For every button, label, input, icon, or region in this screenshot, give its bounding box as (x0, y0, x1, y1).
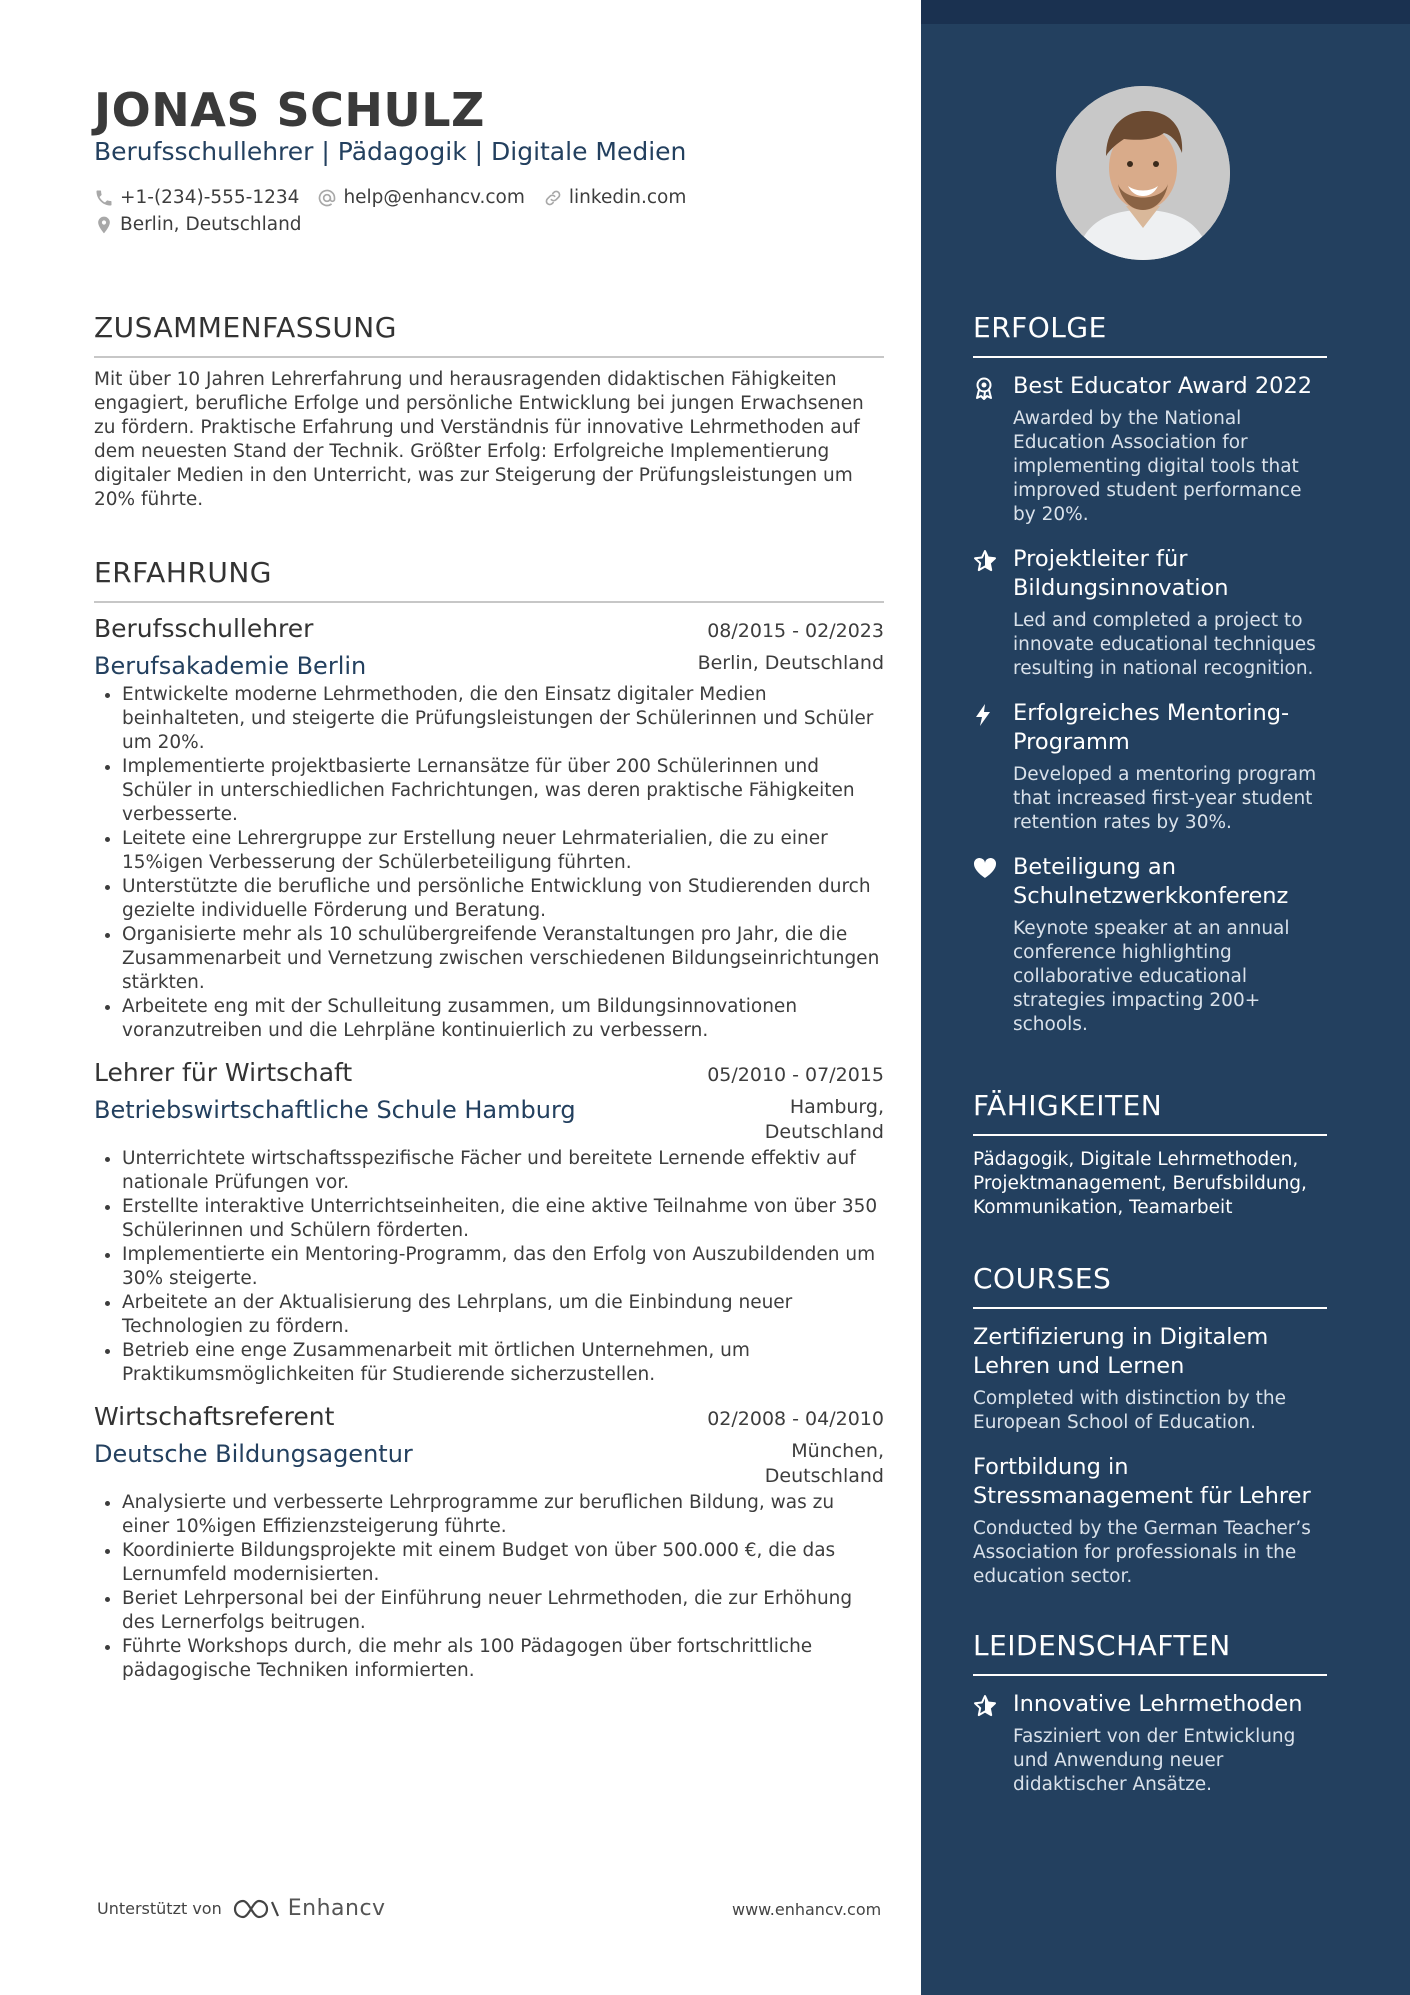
phone-contact[interactable] (94, 184, 299, 211)
list-item: • Organisierte mehr als 10 schulübergreifende Veranstaltungen pro Jahr, die die Zusammenarbeit und Vernetzung zwischen verschiedenen Bildungseinrichtungen stärkten. (122, 923, 884, 995)
linkedin-url: linkedin.com (568, 187, 687, 208)
list-item: • Betrieb eine enge Zusammenarbeit mit örtlichen Unternehmen, um Praktikumsmöglichkeiten für Studierende sicherzustellen. (122, 1339, 884, 1387)
list-item: • Beriet Lehrpersonal bei der Einführung neuer Lehrmethoden, die zur Erhöhung des Lernerfolgs beitrugen. (122, 1587, 884, 1635)
list-item: • Entwickelte moderne Lehrmethoden, die den Einsatz digitaler Medien beinhalteten, und steigerte die Prüfungsleistungen der Schülerinnen und Schüler um 20%. (122, 683, 884, 755)
achievement-desc: Developed a mentoring program that increased first-year student retention rates by 30%. (1013, 764, 1317, 833)
sidebar (921, 0, 1410, 1995)
footer-website[interactable]: www.enhancv.com (732, 1900, 882, 1919)
achievement-title: Projektleiter für Bildungsinnovation (1013, 546, 1229, 601)
achievement-item (973, 545, 1327, 681)
list-item: • Arbeitete an der Aktualisierung des Lehrplans, um die Einbindung neuer Technologien zu fördern. (122, 1291, 884, 1339)
footer-branding[interactable] (97, 1896, 386, 1921)
star-icon (973, 549, 997, 573)
job-location-city: München, (791, 1440, 884, 1462)
at-icon (317, 188, 337, 208)
headline: Berufsschullehrer | Pädagogik | Digitale Medien (94, 137, 687, 166)
courses-title: COURSES (973, 1261, 1327, 1309)
job-company: Betriebswirtschaftliche Schule Hamburg (94, 1096, 576, 1124)
course-item (973, 1453, 1327, 1589)
powered-by-label: Unterstützt von (97, 1899, 222, 1918)
job-entry (94, 1057, 884, 1387)
passion-desc: Fasziniert von der Entwicklung und Anwendung neuer didaktischer Ansätze. (1013, 1726, 1296, 1795)
passion-title: Innovative Lehrmethoden (1013, 1691, 1303, 1717)
summary-section (94, 310, 884, 512)
job-bullets (94, 1147, 884, 1387)
achievement-desc: Awarded by the National Education Association for implementing digital tools that improved student performance by 20%. (1013, 408, 1302, 525)
avatar-portrait (1056, 86, 1230, 260)
skills-list: Pädagogik, Digitale Lehrmethoden, Projektmanagement, Berufsbildung, Kommunikation, Teamarbeit (973, 1149, 1307, 1218)
list-item: • Koordinierte Bildungsprojekte mit einem Budget von über 500.000 €, die das Lernumfeld modernisierten. (122, 1539, 884, 1587)
job-date: 05/2010 - 07/2015 (707, 1064, 884, 1086)
job-company: Berufsakademie Berlin (94, 652, 367, 680)
location-text: Berlin, Deutschland (120, 214, 302, 235)
job-title: Berufsschullehrer (94, 614, 314, 643)
linkedin-contact[interactable] (543, 184, 686, 211)
summary-title: ZUSAMMENFASSUNG (94, 310, 884, 358)
avatar (1056, 86, 1230, 260)
skills-section (973, 1088, 1327, 1220)
achievements-section (973, 310, 1327, 1037)
candidate-name: JONAS SCHULZ (94, 83, 485, 137)
link-icon (543, 188, 563, 208)
brand-name: Enhancv (287, 1896, 386, 1921)
list-item: • Erstellte interaktive Unterrichtseinheiten, die eine aktive Teilnahme von über 350 Schülerinnen und Schülern förderten. (122, 1195, 884, 1243)
list-item: • Leitete eine Lehrergruppe zur Erstellung neuer Lehrmaterialien, die zu einer 15%igen Verbesserung der Schülerbeteiligung führten. (122, 827, 884, 875)
passions-title: LEIDENSCHAFTEN (973, 1628, 1327, 1676)
achievement-title: Erfolgreiches Mentoring-Programm (1013, 700, 1290, 755)
heart-icon (973, 857, 997, 879)
list-item: • Arbeitete eng mit der Schulleitung zusammen, um Bildungsinnovationen voranzutreiben und die Lehrpläne kontinuierlich zu verbessern. (122, 995, 884, 1043)
job-location (765, 1095, 884, 1145)
list-item: • Implementierte ein Mentoring-Programm, das den Erfolg von Auszubildenden um 30% steigerte. (122, 1243, 884, 1291)
job-date: 08/2015 - 02/2023 (707, 620, 884, 642)
enhancv-logo-icon (232, 1897, 282, 1921)
location-pin-icon (94, 215, 114, 235)
list-item: • Analysierte und verbesserte Lehrprogramme zur beruflichen Bildung, was zu einer 10%igen Effizienzsteigerung führte. (122, 1491, 884, 1539)
achievement-desc: Led and completed a project to innovate educational techniques resulting in national recognition. (1013, 610, 1316, 679)
achievements-title: ERFOLGE (973, 310, 1327, 358)
job-location: Berlin, Deutschland (697, 652, 884, 674)
summary-text: Mit über 10 Jahren Lehrerfahrung und herausragenden didaktischen Fähigkeiten engagiert, berufliche Erfolge und persönliche Entwicklung bei jungen Erwachsenen zu fördern. Praktische Erfahrung und Verständnis für innovative Lehrmethoden auf dem neuesten Stand der Technik. Größter Erfolg: Erfolgreiche Implementierung digitaler Medien in den Unterricht, was zur Steigerung der Prüfungsleistungen um 20% führte. (94, 369, 864, 510)
job-bullets (94, 683, 884, 1043)
job-title: Wirtschaftsreferent (94, 1402, 335, 1431)
job-location-country: Deutschland (764, 1121, 884, 1143)
job-date: 02/2008 - 04/2010 (707, 1408, 884, 1430)
list-item: • Führte Workshops durch, die mehr als 100 Pädagogen über fortschrittliche pädagogische Techniken informierten. (122, 1635, 884, 1683)
job-title: Lehrer für Wirtschaft (94, 1058, 353, 1087)
job-location-city: Hamburg, (789, 1096, 884, 1118)
email-address: help@enhancv.com (343, 187, 525, 208)
location-contact (94, 211, 302, 238)
courses-section (973, 1261, 1327, 1589)
course-desc: Completed with distinction by the European School of Education. (973, 1388, 1286, 1433)
achievement-item (973, 372, 1327, 527)
contact-info (94, 184, 894, 238)
sidebar-top-bar (921, 0, 1410, 24)
list-item: • Unterrichtete wirtschaftsspezifische Fächer und bereitete Lernende effektiv auf nationale Prüfungen vor. (122, 1147, 884, 1195)
job-location-country: Deutschland (764, 1465, 884, 1487)
course-item (973, 1323, 1327, 1435)
phone-icon (94, 188, 114, 208)
skills-title: FÄHIGKEITEN (973, 1088, 1327, 1136)
passions-section (973, 1628, 1327, 1797)
award-icon (973, 376, 995, 400)
achievement-item (973, 853, 1327, 1037)
achievement-item (973, 699, 1327, 835)
course-title: Fortbildung in Stressmanagement für Lehrer (973, 1454, 1311, 1509)
achievement-title: Best Educator Award 2022 (1013, 373, 1313, 399)
job-entry (94, 613, 884, 1043)
phone-number: +1-(234)-555-1234 (120, 187, 300, 208)
achievement-title: Beteiligung an Schulnetzwerkkonferenz (1013, 854, 1289, 909)
passion-item (973, 1690, 1327, 1797)
lightning-icon (973, 703, 993, 727)
list-item: • Unterstützte die berufliche und persönliche Entwicklung von Studierenden durch gezielte individuelle Förderung und Beratung. (122, 875, 884, 923)
email-contact[interactable] (317, 184, 524, 211)
job-entry (94, 1401, 884, 1683)
star-icon (973, 1694, 997, 1718)
job-company: Deutsche Bildungsagentur (94, 1440, 413, 1468)
job-location (765, 1439, 884, 1489)
job-bullets (94, 1491, 884, 1683)
experience-title: ERFAHRUNG (94, 555, 884, 603)
course-title: Zertifizierung in Digitalem Lehren und Lernen (973, 1324, 1269, 1379)
course-desc: Conducted by the German Teacher’s Association for professionals in the education sector. (973, 1518, 1311, 1587)
list-item: • Implementierte projektbasierte Lernansätze für über 200 Schülerinnen und Schüler in unterschiedlichen Fachrichtungen, was deren praktische Fähigkeiten verbesserte. (122, 755, 884, 827)
experience-section (94, 555, 884, 1683)
achievement-desc: Keynote speaker at an annual conference highlighting collaborative educational strategies impacting 200+ schools. (1013, 918, 1290, 1035)
